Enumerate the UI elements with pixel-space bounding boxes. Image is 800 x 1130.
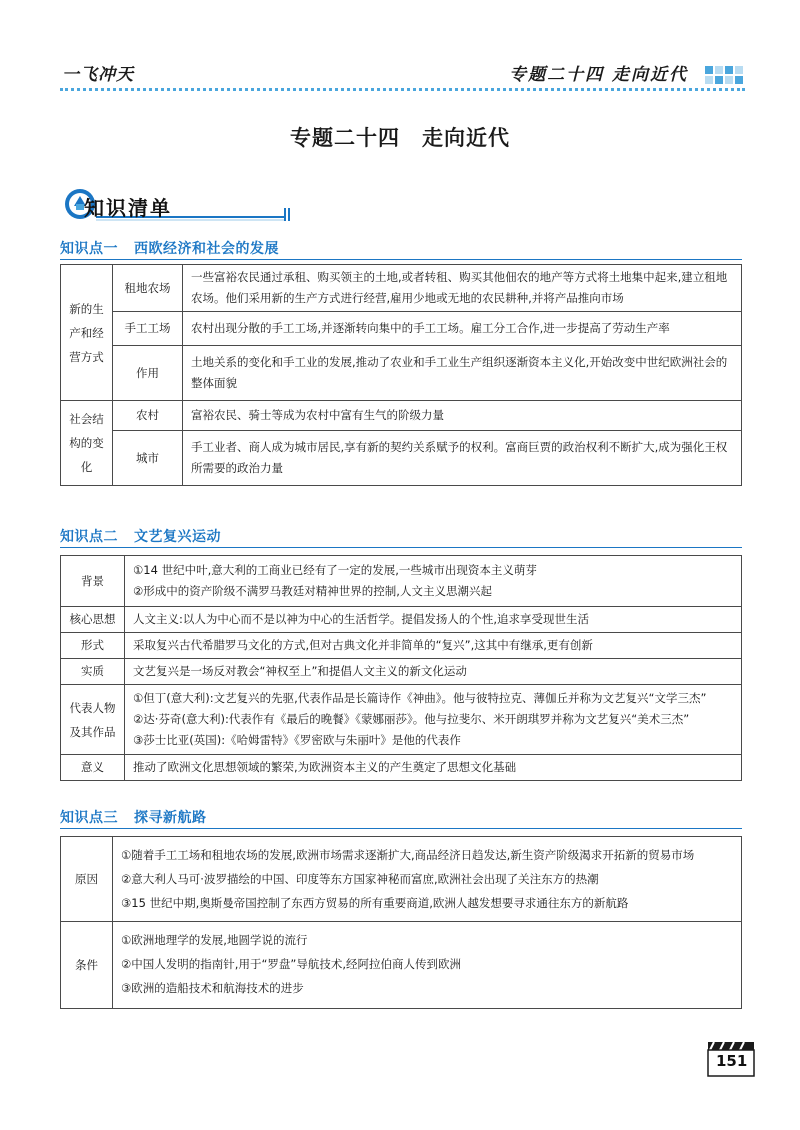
kp3-cause-2: ②意大利人马可·波罗描绘的中国、印度等东方国家神秘而富庶,欧洲社会出现了关注东方的热潮: [121, 872, 599, 886]
kp2-representative-3: ③莎士比亚(英国):《哈姆雷特》《罗密欧与朱丽叶》是他的代表作: [133, 733, 461, 747]
kp3-condition-3: ③欧洲的造船技术和航海技术的进步: [121, 981, 304, 995]
header-squares-decoration: [705, 62, 745, 88]
kp1-row-label: 手工工场: [113, 312, 183, 346]
kp2-row-label: 核心思想: [61, 607, 125, 633]
kp2-background-2: ②形成中的资产阶级不满罗马教廷对精神世界的控制,人文主义思潮兴起: [133, 584, 492, 598]
kp1-table: [60, 264, 742, 486]
table-row: [61, 401, 742, 431]
kp3-table: [60, 836, 742, 1009]
kp3-rule: [60, 828, 742, 829]
kp1-heading: [60, 238, 279, 258]
kp3-condition-1: ①欧洲地理学的发展,地圆学说的流行: [121, 933, 308, 947]
kp2-representative-1: ①但丁(意大利):文艺复兴的先驱,代表作品是长篇诗作《神曲》。他与彼特拉克、薄伽丘并称为文艺复兴“文学三杰”: [133, 691, 707, 705]
kp1-group-society: 社会结构的变化: [61, 401, 113, 486]
kp2-background-1: ①14 世纪中叶,意大利的工商业已经有了一定的发展,一些城市出现资本主义萌芽: [133, 563, 537, 577]
section-banner-title: 知识清单: [84, 196, 172, 220]
table-row: [61, 346, 742, 401]
kp1-row-label: 作用: [113, 346, 183, 401]
header-brand: 一飞冲天: [62, 65, 134, 85]
kp2-row-label: 形式: [61, 633, 125, 659]
kp2-row-text: [125, 685, 742, 755]
table-row: [61, 607, 742, 633]
kp2-row-text: 文艺复兴是一场反对教会“神权至上”和提倡人文主义的新文化运动: [125, 659, 742, 685]
table-row: [61, 265, 742, 312]
kp2-label: 知识点二: [60, 529, 118, 545]
kp2-title: 文艺复兴运动: [134, 529, 221, 545]
kp2-rule: [60, 547, 742, 548]
table-row: [61, 312, 742, 346]
kp2-row-text: 推动了欧洲文化思想领域的繁荣,为欧洲资本主义的产生奠定了思想文化基础: [125, 755, 742, 781]
kp3-heading: [60, 807, 207, 827]
table-row: [61, 431, 742, 486]
kp1-title: 西欧经济和社会的发展: [134, 241, 279, 257]
kp3-row-text: [113, 922, 742, 1009]
kp1-row-text: 土地关系的变化和手工业的发展,推动了农业和手工业生产组织逐渐资本主义化,开始改变中世纪欧洲社会的整体面貌: [183, 346, 742, 401]
kp1-row-text: 富裕农民、骑士等成为农村中富有生气的阶级力量: [183, 401, 742, 431]
kp1-label: 知识点一: [60, 241, 118, 257]
kp2-heading: [60, 526, 221, 546]
table-row: [61, 633, 742, 659]
kp1-rule: [60, 259, 742, 260]
kp2-table: [60, 555, 742, 781]
table-row: [61, 755, 742, 781]
kp3-row-label: 条件: [61, 922, 113, 1009]
kp3-condition-2: ②中国人发明的指南针,用于“罗盘”导航技术,经阿拉伯商人传到欧洲: [121, 957, 462, 971]
table-row: [61, 659, 742, 685]
kp2-row-text: 人文主义:以人为中心而不是以神为中心的生活哲学。提倡发扬人的个性,追求享受现世生活: [125, 607, 742, 633]
table-row: [61, 837, 742, 922]
table-row: [61, 922, 742, 1009]
kp1-row-label: 农村: [113, 401, 183, 431]
table-row: [61, 685, 742, 755]
kp2-representative-2: ②达·芬奇(意大利):代表作有《最后的晚餐》《蒙娜丽莎》。他与拉斐尔、米开朗琪罗并称为文艺复兴“美术三杰”: [133, 712, 690, 726]
page-title-number: 专题二十四: [290, 126, 400, 150]
kp3-title: 探寻新航路: [134, 810, 207, 826]
kp2-row-label: 实质: [61, 659, 125, 685]
page-title: [0, 122, 800, 152]
kp2-row-text: [125, 556, 742, 607]
kp3-row-text: [113, 837, 742, 922]
kp3-row-label: 原因: [61, 837, 113, 922]
page-number: 151: [716, 1052, 748, 1070]
table-row: [61, 556, 742, 607]
kp2-row-label: 背景: [61, 556, 125, 607]
kp1-row-text: 农村出现分散的手工工场,并逐渐转向集中的手工工场。雇工分工合作,进一步提高了劳动生产率: [183, 312, 742, 346]
kp2-row-text: 采取复兴古代希腊罗马文化的方式,但对古典文化并非简单的“复兴”,这其中有继承,更有创新: [125, 633, 742, 659]
kp1-row-label: 城市: [113, 431, 183, 486]
kp3-label: 知识点三: [60, 810, 118, 826]
header-divider: [60, 88, 745, 91]
header-chapter: 专题二十四 走向近代: [509, 65, 688, 85]
kp3-cause-1: ①随着手工工场和租地农场的发展,欧洲市场需求逐渐扩大,商品经济日趋发达,新生资产阶级渴求开拓新的贸易市场: [121, 848, 695, 862]
kp1-row-label: 租地农场: [113, 265, 183, 312]
kp2-row-label: 意义: [61, 755, 125, 781]
kp1-row-text: 一些富裕农民通过承租、购买领主的土地,或者转租、购买其他佃农的地产等方式将土地集中起来,建立租地农场。他们采用新的生产方式进行经营,雇用少地或无地的农民耕种,并将产品推向市场: [183, 265, 742, 312]
kp1-group-production: 新的生产和经营方式: [61, 265, 113, 401]
kp2-row-label: 代表人物及其作品: [61, 685, 125, 755]
kp1-row-text: 手工业者、商人成为城市居民,享有新的契约关系赋予的权利。富商巨贾的政治权利不断扩大,成为强化王权所需要的政治力量: [183, 431, 742, 486]
kp3-cause-3: ③15 世纪中期,奥斯曼帝国控制了东西方贸易的所有重要商道,欧洲人越发想要寻求通往东方的新航路: [121, 896, 629, 910]
page-title-name: 走向近代: [422, 126, 510, 150]
